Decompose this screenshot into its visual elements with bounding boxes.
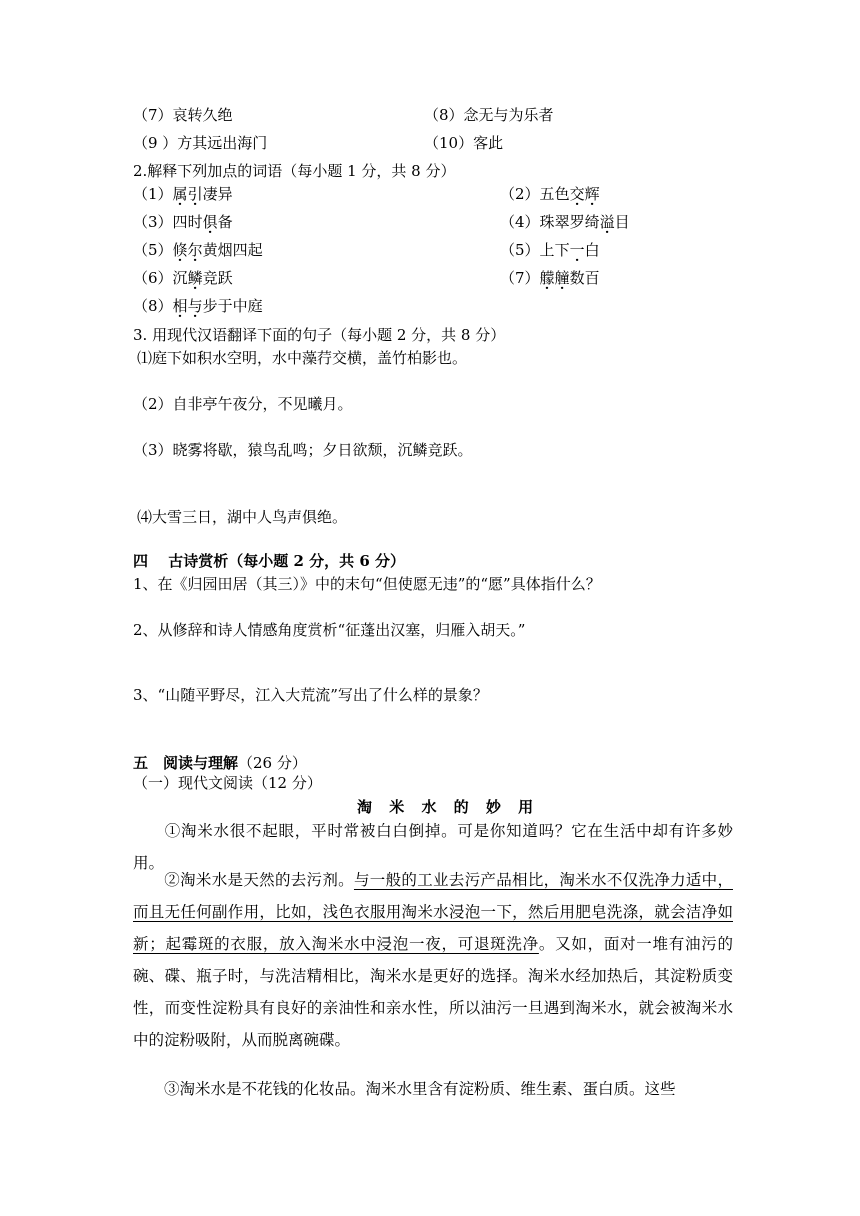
q2-item-number: （4） <box>500 213 540 231</box>
s4-question-3: 3、“山随平野尽，江入大荒流”写出了什么样的景象？ <box>133 686 488 704</box>
q2-item-char: 目 <box>614 213 630 231</box>
q2-item-char: 四 <box>172 213 188 231</box>
q2-item-char: 时 <box>187 213 203 231</box>
paragraph-2-intro: ②淘米水是天然的去污剂。 <box>164 871 354 889</box>
section-4-heading: 四 古诗赏析（每小题 2 分，共 6 分） <box>133 552 405 570</box>
emphasized-char: 与 <box>187 297 203 315</box>
q2-item-char: 于 <box>217 297 233 315</box>
section-5-heading-bold: 五 阅读与理解 <box>133 754 239 772</box>
q2-item-char: 白 <box>584 241 600 259</box>
section-5-heading-points: （26 分） <box>238 754 307 772</box>
q2-item <box>500 184 600 204</box>
q1-item-7: （7）哀转久绝 <box>133 106 233 124</box>
q2-item-number: （7） <box>500 269 540 287</box>
q2-item-char: 上 <box>539 241 555 259</box>
emphasized-char: 鳞 <box>187 269 203 287</box>
article-paragraph-3 <box>133 1073 733 1105</box>
paragraph-2-underlined: 与一般的工业去污产品相比，淘米水不仅洗净力适中，而且无任何副作用，比如，浅色衣服用淘米水浸泡一下，然后用肥皂洗涤，就会洁净如新；起霉斑的衣服，放入淘米水中浸泡一夜，可退斑洗净 <box>133 871 733 953</box>
q3-sentence-4: ⑷大雪三日，湖中人鸟声俱绝。 <box>137 508 348 526</box>
q2-item-char: 百 <box>584 269 600 287</box>
article-title: 淘 米 水 的 妙 用 <box>357 798 540 816</box>
q2-item-number: （5） <box>133 241 173 259</box>
q1-item-10: （10）客此 <box>424 134 504 152</box>
paragraph-1-text: ①淘米水很不起眼，平时常被白白倒掉。可是你知道吗？它在生活中却有许多妙用。 <box>133 822 733 872</box>
q2-item-number: （5） <box>500 241 540 259</box>
q3-heading: 3. 用现代汉语翻译下面的句子（每小题 2 分，共 8 分） <box>133 326 506 344</box>
q2-item-char: 凄 <box>202 185 218 203</box>
q2-item-char: 异 <box>217 185 233 203</box>
q2-item-number: （6） <box>133 269 173 287</box>
q2-item <box>500 240 600 260</box>
emphasized-char: 尔 <box>187 241 203 259</box>
q2-item-char: 起 <box>247 241 263 259</box>
q2-item <box>133 184 233 204</box>
q2-item-char: 中 <box>232 297 248 315</box>
q2-item <box>133 212 233 232</box>
s4-question-2: 2、从修辞和诗人情感角度赏析“征蓬出汉塞，归雁入胡天。” <box>133 621 526 639</box>
q2-item <box>133 296 263 316</box>
q2-item <box>133 268 233 288</box>
q2-item <box>500 212 630 232</box>
q2-item-char: 色 <box>554 185 570 203</box>
q2-item-char: 绮 <box>584 213 600 231</box>
q2-item-char: 沉 <box>172 269 188 287</box>
section-5-heading <box>133 753 307 773</box>
q2-item-char: 庭 <box>247 297 263 315</box>
q2-item-char: 珠 <box>539 213 555 231</box>
q2-item <box>500 268 600 288</box>
q2-item-char: 罗 <box>569 213 585 231</box>
q3-sentence-2: （2）自非亭午夜分，不见曦月。 <box>133 395 353 413</box>
q2-item-number: （2） <box>500 185 540 203</box>
paragraph-2-rest: 。又如，面对一堆有油污的碗、碟、瓶子时，与洗洁精相比，淘米水是更好的选择。淘米水经加热后，其淀粉质变性，而变性淀粉具有良好的亲油性和亲水性，所以油污一旦遇到淘米水，就会被淘米水中的淀粉吸附，从而脱离碗碟。 <box>133 935 733 1049</box>
q2-item-number: （3） <box>133 213 173 231</box>
emphasized-char: 溢 <box>599 213 615 231</box>
emphasized-char: 引 <box>187 185 203 203</box>
q1-item-9: （9 ）方其远出海门 <box>133 134 268 152</box>
q2-item-char: 黄 <box>202 241 218 259</box>
emphasized-char: 艨 <box>539 269 555 287</box>
s4-question-1: 1、在《归园田居（其三）》中的末句“但使愿无违”的“愿”具体指什么？ <box>133 575 601 593</box>
q2-item-char: 四 <box>232 241 248 259</box>
emphasized-char: 艟 <box>554 269 570 287</box>
q2-heading: 2.解释下列加点的词语（每小题 1 分，共 8 分） <box>133 162 456 180</box>
q2-item-char: 备 <box>217 213 233 231</box>
q2-item-char: 翠 <box>554 213 570 231</box>
q2-item-char: 五 <box>539 185 555 203</box>
q2-item-char: 烟 <box>217 241 233 259</box>
q2-item-number: （8） <box>133 297 173 315</box>
article-paragraph-2 <box>133 864 733 1056</box>
emphasized-char: 倏 <box>172 241 188 259</box>
emphasized-char: 辉 <box>584 185 600 203</box>
q2-item <box>133 240 263 260</box>
q3-sentence-1: ⑴庭下如积水空明，水中藻荇交横，盖竹柏影也。 <box>137 349 468 367</box>
emphasized-char: 相 <box>172 297 188 315</box>
q2-item-char: 数 <box>569 269 585 287</box>
q1-item-8: （8）念无与为乐者 <box>424 106 554 124</box>
q2-item-char: 竞 <box>202 269 218 287</box>
q2-item-char: 跃 <box>217 269 233 287</box>
emphasized-char: 交 <box>569 185 585 203</box>
q2-item-char: 下 <box>554 241 570 259</box>
q3-sentence-3: （3）晓雾将歇，猿鸟乱鸣；夕日欲颓，沉鳞竞跃。 <box>133 441 473 459</box>
emphasized-char: 属 <box>172 185 188 203</box>
reading-subsection-heading: （一）现代文阅读（12 分） <box>133 774 322 792</box>
emphasized-char: 俱 <box>202 213 218 231</box>
q2-item-number: （1） <box>133 185 173 203</box>
paragraph-3-text: ③淘米水是不花钱的化妆品。淘米水里含有淀粉质、维生素、蛋白质。这些 <box>164 1080 676 1098</box>
emphasized-char: 一 <box>569 241 585 259</box>
q2-item-char: 步 <box>202 297 218 315</box>
